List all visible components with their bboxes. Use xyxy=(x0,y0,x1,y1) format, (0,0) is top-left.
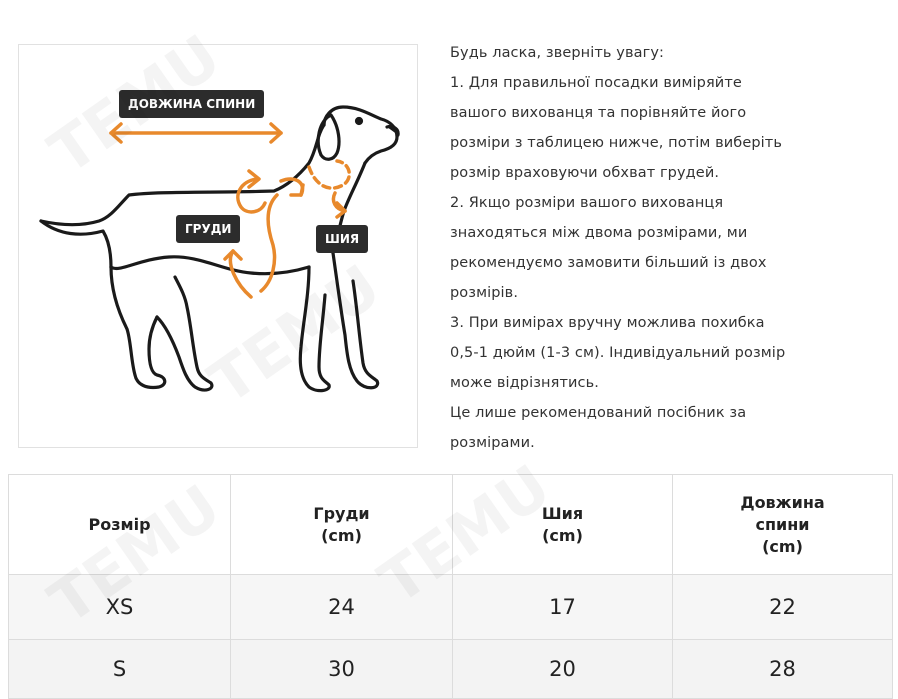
notes-line: Це лише рекомендований посібник за xyxy=(450,405,747,421)
header-chest-label: Груди xyxy=(313,503,370,523)
back-length-arrow xyxy=(111,124,281,142)
neck-dashed-loop xyxy=(309,161,349,188)
neck-arrow xyxy=(333,193,345,217)
notes-line: 3. При вимірах вручну можлива похибка xyxy=(450,315,765,331)
header-back-unit: (cm) xyxy=(762,536,803,556)
notes-line: 0,5-1 дюйм (1-3 см). Індивідуальний розмір xyxy=(450,345,786,361)
header-size xyxy=(9,475,231,575)
notes-line: розмірів. xyxy=(450,285,519,301)
notes-line: 2. Якщо розміри вашого вихованця xyxy=(450,195,724,211)
notes-line: розмір враховуючи обхват грудей. xyxy=(450,165,720,181)
header-back-label-1: Довжина xyxy=(740,492,825,512)
notes-line: знаходяться між двома розмірами, ми xyxy=(450,225,748,241)
dog-measurement-diagram xyxy=(18,44,418,448)
cell-back: 22 xyxy=(673,575,893,640)
size-table xyxy=(8,474,893,699)
notes-line: 1. Для правильної посадки виміряйте xyxy=(450,75,742,91)
notes-line: розмірами. xyxy=(450,435,535,451)
back-length-label: ДОВЖИНА СПИНИ xyxy=(119,90,264,118)
header-back-length xyxy=(673,475,893,575)
cell-size: XS xyxy=(9,575,231,640)
notes-line: розміри з таблицею нижче, потім виберіть xyxy=(450,135,782,151)
neck-label: ШИЯ xyxy=(316,225,368,253)
header-neck-label: Шия xyxy=(541,503,584,523)
cell-neck: 20 xyxy=(453,640,673,699)
notes-line: може відрізнятись. xyxy=(450,375,599,391)
cell-chest: 24 xyxy=(231,575,453,640)
cell-chest: 30 xyxy=(231,640,453,699)
cell-neck: 17 xyxy=(453,575,673,640)
header-back-label-2: спини xyxy=(755,514,810,534)
table-row xyxy=(9,640,893,699)
header-chest xyxy=(231,475,453,575)
cell-back: 28 xyxy=(673,640,893,699)
chest-label: ГРУДИ xyxy=(176,215,240,243)
header-neck-unit: (cm) xyxy=(542,525,583,545)
sizing-notes xyxy=(450,38,895,458)
header-chest-unit: (cm) xyxy=(321,525,362,545)
header-size-label: Розмір xyxy=(88,514,151,534)
notes-line: рекомендуємо замовити більший із двох xyxy=(450,255,767,271)
cell-size: S xyxy=(9,640,231,699)
header-neck xyxy=(453,475,673,575)
table-header-row xyxy=(9,475,893,575)
notes-line: Будь ласка, зверніть увагу: xyxy=(450,45,664,61)
notes-line: вашого вихованця та порівняйте його xyxy=(450,105,747,121)
table-row xyxy=(9,575,893,640)
